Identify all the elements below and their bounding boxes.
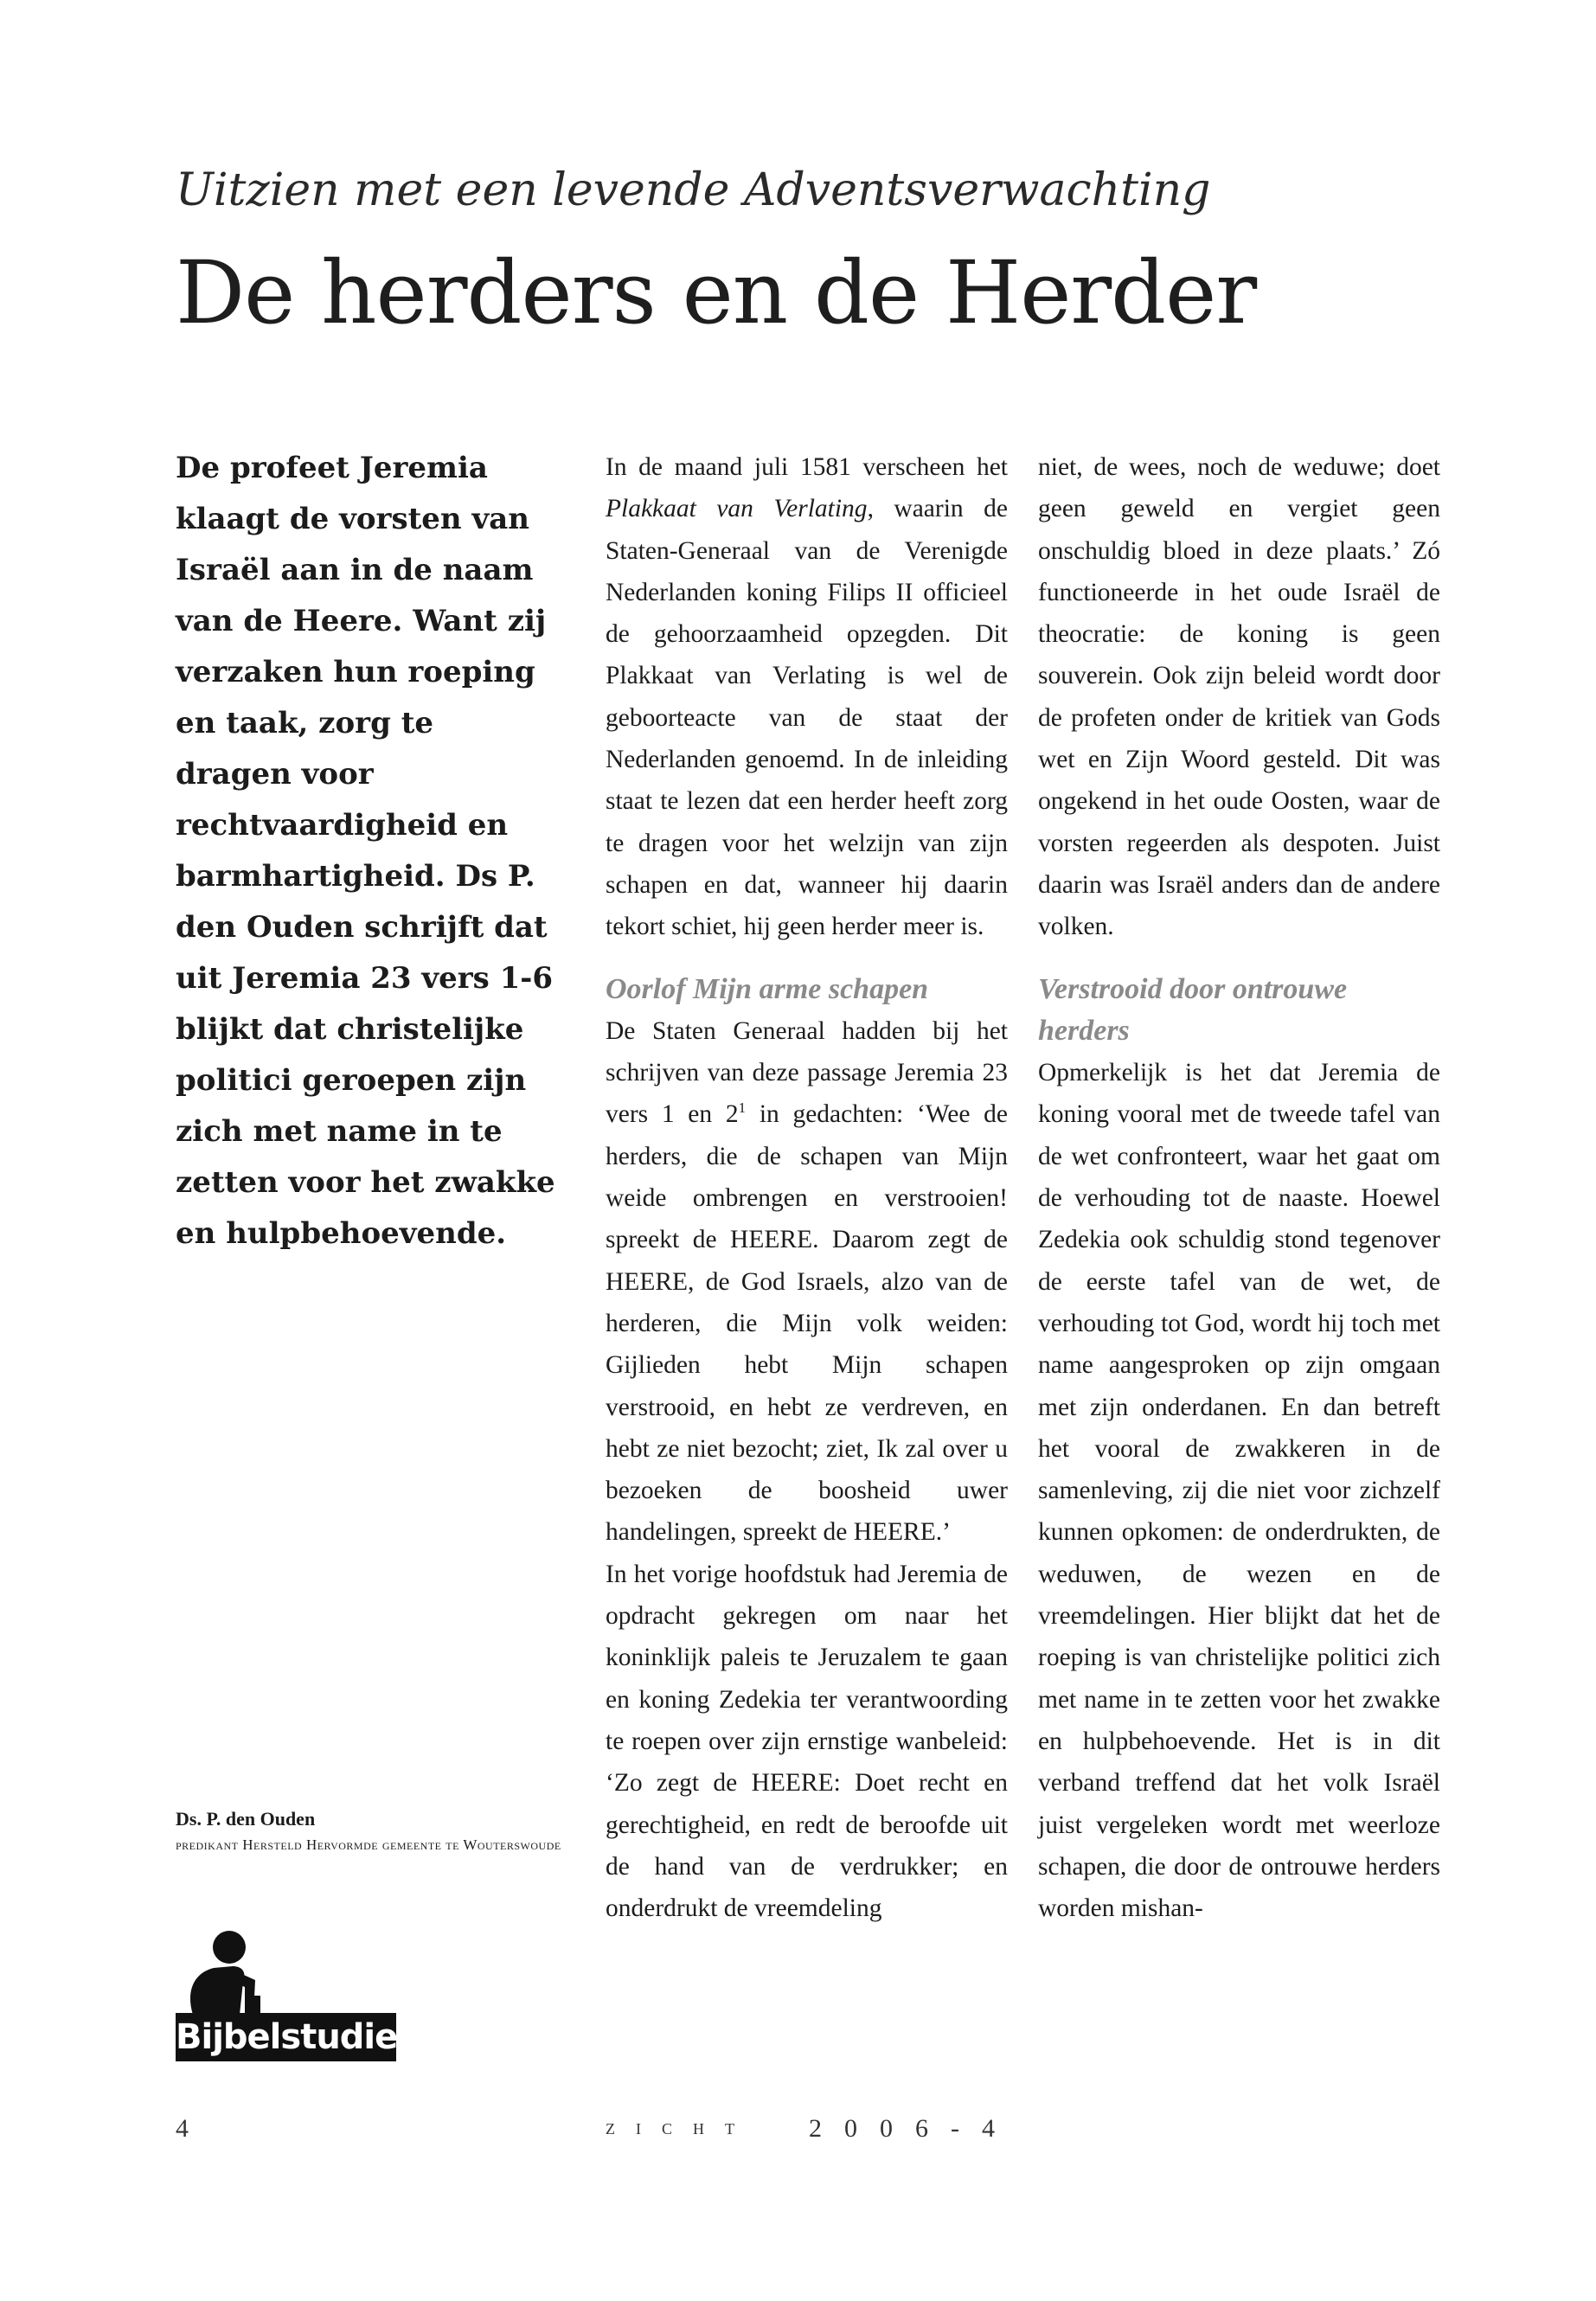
body-column-1 xyxy=(606,446,1008,1929)
article-intro: De profeet Jeremia klaagt de vorsten van Israël aan in de naam van de Heere. Want zij verzaken hun roeping en taak, zorg te dragen voor rechtvaardigheid en barmhartigheid. Ds P. den Ouden schrijft dat uit Jeremia 23 vers 1-6 blijkt dat christelijke politici geroepen zijn zich met name in te zetten voor het zwakke en hulpbehoevende. xyxy=(176,451,555,1251)
paragraph: niet, de wees, noch de weduwe; doet geen geweld en vergiet geen onschuldig bloed in deze plaats.’ Zó functioneerde in het oude Israël de theocratie: de koning is geen souverein. Ook zijn beleid wordt door de profeten onder de kritiek van Gods wet en Zijn Woord gesteld. Dit was ongekend in het oude Oosten, waar de vorsten regeerden als despoten. Juist daarin was Israël anders dan de andere volken. xyxy=(1038,453,1440,941)
footnote-marker: 1 xyxy=(738,1099,747,1117)
paragraph: In het vorige hoofdstuk had Jeremia de opdracht gekregen om naar het koninklijk paleis te Jeruzalem te gaan en koning Zedekia ter verantwoording te roepen over zijn ernstige wanbeleid: ‘Zo zegt de HEERE: Doet recht en gerechtigheid, en redt de beroofde uit de hand van de verdrukker; en onderdrukt de vreemdeling xyxy=(606,1560,1008,1923)
paragraph: In de maand juli 1581 verscheen het Plakkaat van Verlating, waarin de Staten-Generaal van de Verenigde Nederlanden koning Filips II officieel de gehoorzaamheid opzegden. Dit Plakkaat van Verlating is wel de geboorteacte van de staat der Nederlanden genoemd. In de inleiding staat te lezen dat een herder heeft zorg te dragen voor het welzijn van zijn schapen en dat, wanneer hij daarin tekort schiet, hij geen herder meer is. xyxy=(606,453,1008,941)
author-credit xyxy=(176,1806,565,1858)
paragraph: De Staten Generaal hadden bij het schrijven van deze passage Jeremia 23 vers 1 en 2$^1$ in gedachten: ‘Wee de herders, die de schapen van Mijn weide ombrengen en verstrooien! spreekt de HEERE. Daarom zegt de HEERE, de God Israels, alzo van de herderen, die Mijn volk weiden: Gijlieden hebt Mijn schapen verstrooid, en hebt ze verdreven, en hebt ze niet bezocht; ziet, Ik zal over u bezoeken de boosheid uwer handelingen, spreekt de HEERE.’ xyxy=(606,1016,1008,1547)
author-name: Ds. P. den Ouden xyxy=(176,1808,316,1830)
document-title-italic: Plakkaat van Verlating xyxy=(606,495,868,523)
paragraph: Opmerkelijk is het dat Jeremia de koning vooral met de tweede tafel van de wet confronteert, waar het gaat om de verhouding tot de naaste. Hoewel Zedekia ook schuldig stond tegenover de eerste tafel van de wet, de verhouding tot God, wordt hij toch met name aangesproken op zijn omgaan met zijn onderdanen. En dan betreft het vooral de zwakkeren in de samenleving, zij die niet voor zichzelf kunnen opkomen: de onderdrukten, de weduwen, de wezen en de vreemdelingen. Hier blijkt dat het de roeping is van christelijke politici zich met name in te zetten voor het zwakke en hulpbehoevende. Het is in dit verband treffend dat het volk Israël juist vergeleken wordt met weerloze schapen, die door de ontrouwe herders worden mishan- xyxy=(1038,1059,1440,1923)
magazine-issue: 2006-4 xyxy=(809,2114,1017,2143)
section-heading: Oorlof Mijn arme schapen xyxy=(606,972,929,1005)
magazine-name: zicht xyxy=(606,2114,755,2139)
section-heading: Verstrooid door ontrouwe herders xyxy=(1038,972,1348,1047)
section-logo xyxy=(176,1925,396,2063)
article-title: De herders en de Herder xyxy=(176,242,1257,343)
author-role: predikant Hersteld Hervormde gemeente te Wouterswoude xyxy=(176,1836,561,1853)
section-logo-label: Bijbelstudie xyxy=(176,2013,396,2061)
body-column-2 xyxy=(1038,446,1440,1929)
article-kicker: Uitzien met een levende Adventsverwachting xyxy=(176,164,1211,216)
kneeling-figure-icon xyxy=(176,1925,396,2020)
page-number: 4 xyxy=(176,2114,189,2143)
